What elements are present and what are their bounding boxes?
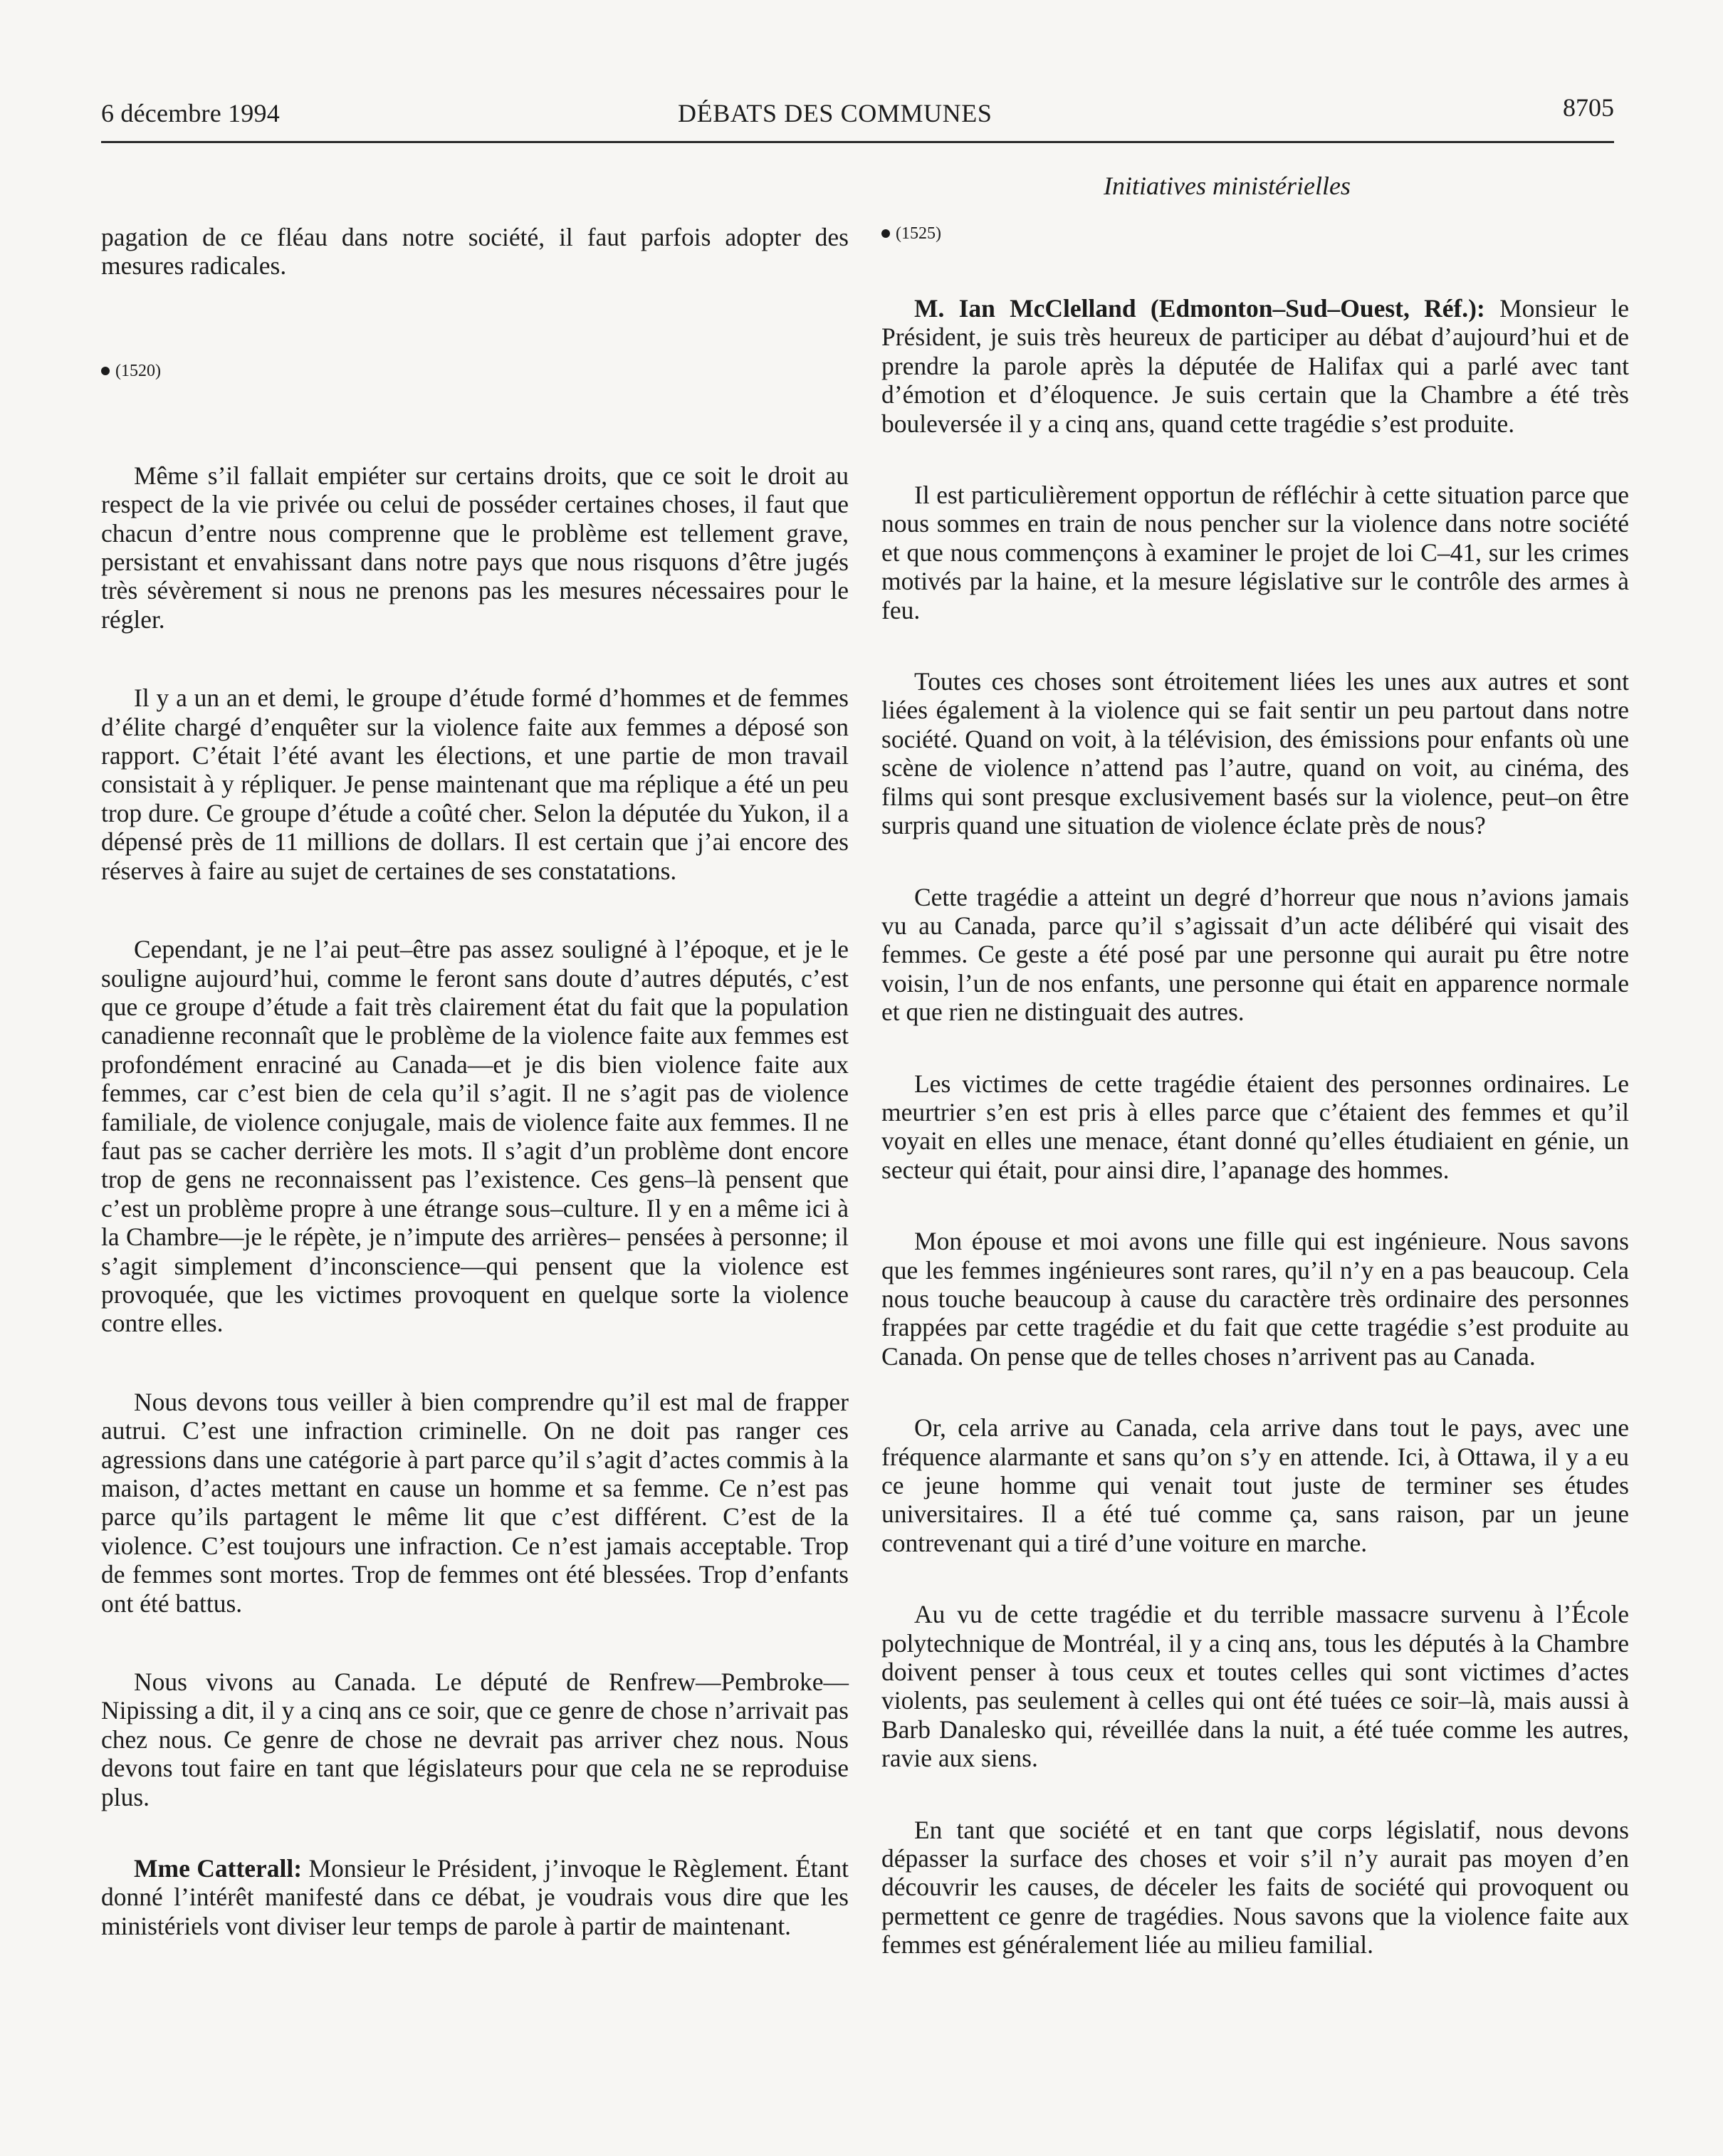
left-column: [101, 223, 849, 1983]
paragraph: Nous vivons au Canada. Le député de Renfrew—Pembroke— Nipissing a dit, il y a cinq ans ce soir, que ce genre de chose n’arrivait pas chez nous. Ce genre de chose ne devrait pas arriver chez nous. Nous devons tout faire en tant que législateurs pour que cela ne se reproduise plus.: [101, 1668, 849, 1811]
speech-text: Monsieur le Président, je suis très heureux de participer au débat d’aujourd’hui et de prendre la parole après la députée de Halifax qui a parlé avec tant d’émotion et d’éloquence. Je suis certain que la Chambre a été très bouleversée il y a cinq ans, quand cette tragédie s’est produite.: [881, 294, 1629, 438]
paragraph: Les victimes de cette tragédie étaient des personnes ordinaires. Le meurtrier s’en est pris à elles parce que c’étaient des femmes et qu’il voyait en elles une menace, étant donné qu’elles étudiaient en génie, un secteur qui était, pour ainsi dire, l’apanage des hommes.: [881, 1069, 1629, 1184]
header-date: 6 décembre 1994: [101, 99, 280, 127]
paragraph: En tant que société et en tant que corps législatif, nous devons dépasser la surface des choses et voir s’il n’y aurait pas moyen d’en découvrir les causes, de déceler les faits de société qui provoquent ou permettent ce genre de tragédies. Nous savons que la violence faite aux femmes est généralement liée au milieu familial.: [881, 1815, 1629, 1959]
paragraph: Mon épouse et moi avons une fille qui est ingénieure. Nous savons que les femmes ingénieures sont rares, qu’il n’y en a pas beaucoup. Cela nous touche beaucoup à cause du caractère très ordinaire des personnes frappées par cette tragédie et du fait que cette tragédie s’est produite au Canada. On pense que de telles choses n’arrivent pas au Canada.: [881, 1227, 1629, 1371]
paragraph-speech: [101, 1854, 849, 1940]
time-marker: [101, 360, 849, 382]
bullet-icon: [101, 367, 110, 375]
time-marker: [881, 223, 1629, 244]
paragraph: Cette tragédie a atteint un degré d’horreur que nous n’avions jamais vu au Canada, parce qu’il s’agissait d’un acte délibéré qui visait des femmes. Ce geste a été posé par une personne qui aurait pu être notre voisin, l’un de nos enfants, une personne qui était en apparence normale et que rien ne distinguait des autres.: [881, 882, 1629, 1027]
page-number: 8705: [1563, 93, 1614, 122]
paragraph: Il y a un an et demi, le groupe d’étude formé d’hommes et de femmes d’élite chargé d’enquêter sur la violence faite aux femmes a déposé son rapport. C’était l’été avant les élections, et une partie de mon travail consistait à y répliquer. Je pense maintenant que ma réplique a été un peu trop dure. Ce groupe d’étude a coûté cher. Selon la députée du Yukon, il a dépensé près de 11 millions de dollars. Il est certain que j’ai encore des réserves à faire au sujet de certaines de ses constatations.: [101, 684, 849, 885]
right-column: [881, 223, 1629, 2002]
page-header: [101, 93, 1614, 143]
paragraph: pagation de ce fléau dans notre société, il faut parfois adopter des mesures radicales.: [101, 223, 849, 281]
header-title: DÉBATS DES COMMUNES: [678, 99, 993, 127]
paragraph-speech: [881, 294, 1629, 438]
bullet-icon: [881, 229, 890, 238]
time-marker-text: (1520): [115, 361, 161, 380]
paragraph: Nous devons tous veiller à bien comprendre qu’il est mal de frapper autrui. C’est une infraction criminelle. On ne doit pas ranger ces agressions dans une catégorie à part parce qu’il s’agit d’actes commis à la maison, d’actes mettant en cause un homme et sa femme. Ce n’est pas parce qu’ils partagent le même lit que c’est différent. C’est de la violence. C’est toujours une infraction. Ce n’est jamais acceptable. Trop de femmes sont mortes. Trop de femmes ont été blessées. Trop d’enfants ont été battus.: [101, 1387, 849, 1618]
paragraph: Même s’il fallait empiéter sur certains droits, que ce soit le droit au respect de la vie privée ou celui de posséder certaines choses, il faut que chacun d’entre nous comprenne que le problème est tellement grave, persistant et envahissant dans notre pays que nous risquons d’être jugés très sévèrement si nous ne prenons pas les mesures nécessaires pour le régler.: [101, 461, 849, 634]
paragraph: Au vu de cette tragédie et du terrible massacre survenu à l’École polytechnique de Montréal, il y a cinq ans, tous les députés à la Chambre doivent penser à tous ceux et toutes celles qui sont victimes d’actes violents, pas seulement à celles qui ont été tuées ce soir–là, mais aussi à Barb Danalesko qui, réveillée dans la nuit, a été tuée comme les autres, ravie aux siens.: [881, 1600, 1629, 1773]
time-marker-text: (1525): [896, 224, 941, 243]
speaker-name: Mme Catterall:: [134, 1854, 303, 1883]
paragraph: Toutes ces choses sont étroitement liées les unes aux autres et sont liées également à la violence qui se fait sentir un peu partout dans notre société. Quand on voit, à la télévision, des émissions pour enfants où une scène de violence n’attend pas l’autre, quand on voit, au cinéma, des films qui sont presque exclusivement basés sur la violence, peut–on être surpris quand une situation de violence éclate près de nous?: [881, 667, 1629, 840]
section-title: Initiatives ministérielles: [1104, 172, 1351, 200]
speech-text: Monsieur le Président, j’invoque le Règlement. Étant donné l’intérêt manifesté dans ce débat, je voudrais vous dire que les ministériels vont diviser leur temps de parole à partir de maintenant.: [101, 1854, 849, 1940]
paragraph: Il est particulièrement opportun de réfléchir à cette situation parce que nous sommes en train de nous pencher sur la violence dans notre société et que nous commençons à examiner le projet de loi C–41, sur les crimes motivés par la haine, et la mesure législative sur le contrôle des armes à feu.: [881, 481, 1629, 624]
speaker-name: M. Ian McClelland (Edmonton–Sud–Ouest, Réf.):: [914, 294, 1485, 323]
paragraph: Or, cela arrive au Canada, cela arrive dans tout le pays, avec une fréquence alarmante et sans qu’on s’y en attende. Ici, à Ottawa, il y a eu ce jeune homme qui venait tout juste de terminer ses études universitaires. Il a été tué comme ça, sans raison, par un jeune contrevenant qui a tiré d’une voiture en marche.: [881, 1413, 1629, 1557]
paragraph: Cependant, je ne l’ai peut–être pas assez souligné à l’époque, et je le souligne aujourd’hui, comme le feront sans doute d’autres députés, c’est que ce groupe d’étude a fait très clairement état du fait que la population canadienne reconnaît que le problème de la violence faite aux femmes est profondément enraciné au Canada—et je dis bien violence faite aux femmes, car c’est bien de cela qu’il s’agit. Il ne s’agit pas de violence familiale, de violence conjugale, mais de violence faite aux femmes. Il ne faut pas se cacher derrière les mots. Il s’agit d’un problème dont encore trop de gens ne reconnaissent pas l’existence. Ces gens–là pensent que c’est un problème propre à une étrange sous–culture. Il y en a même ici à la Chambre—je le répète, je n’impute des arrières– pensées à personne; il s’agit simplement d’inconscience—qui pensent que la violence est provoquée, que les victimes provoquent en quelque sorte la violence contre elles.: [101, 935, 849, 1338]
